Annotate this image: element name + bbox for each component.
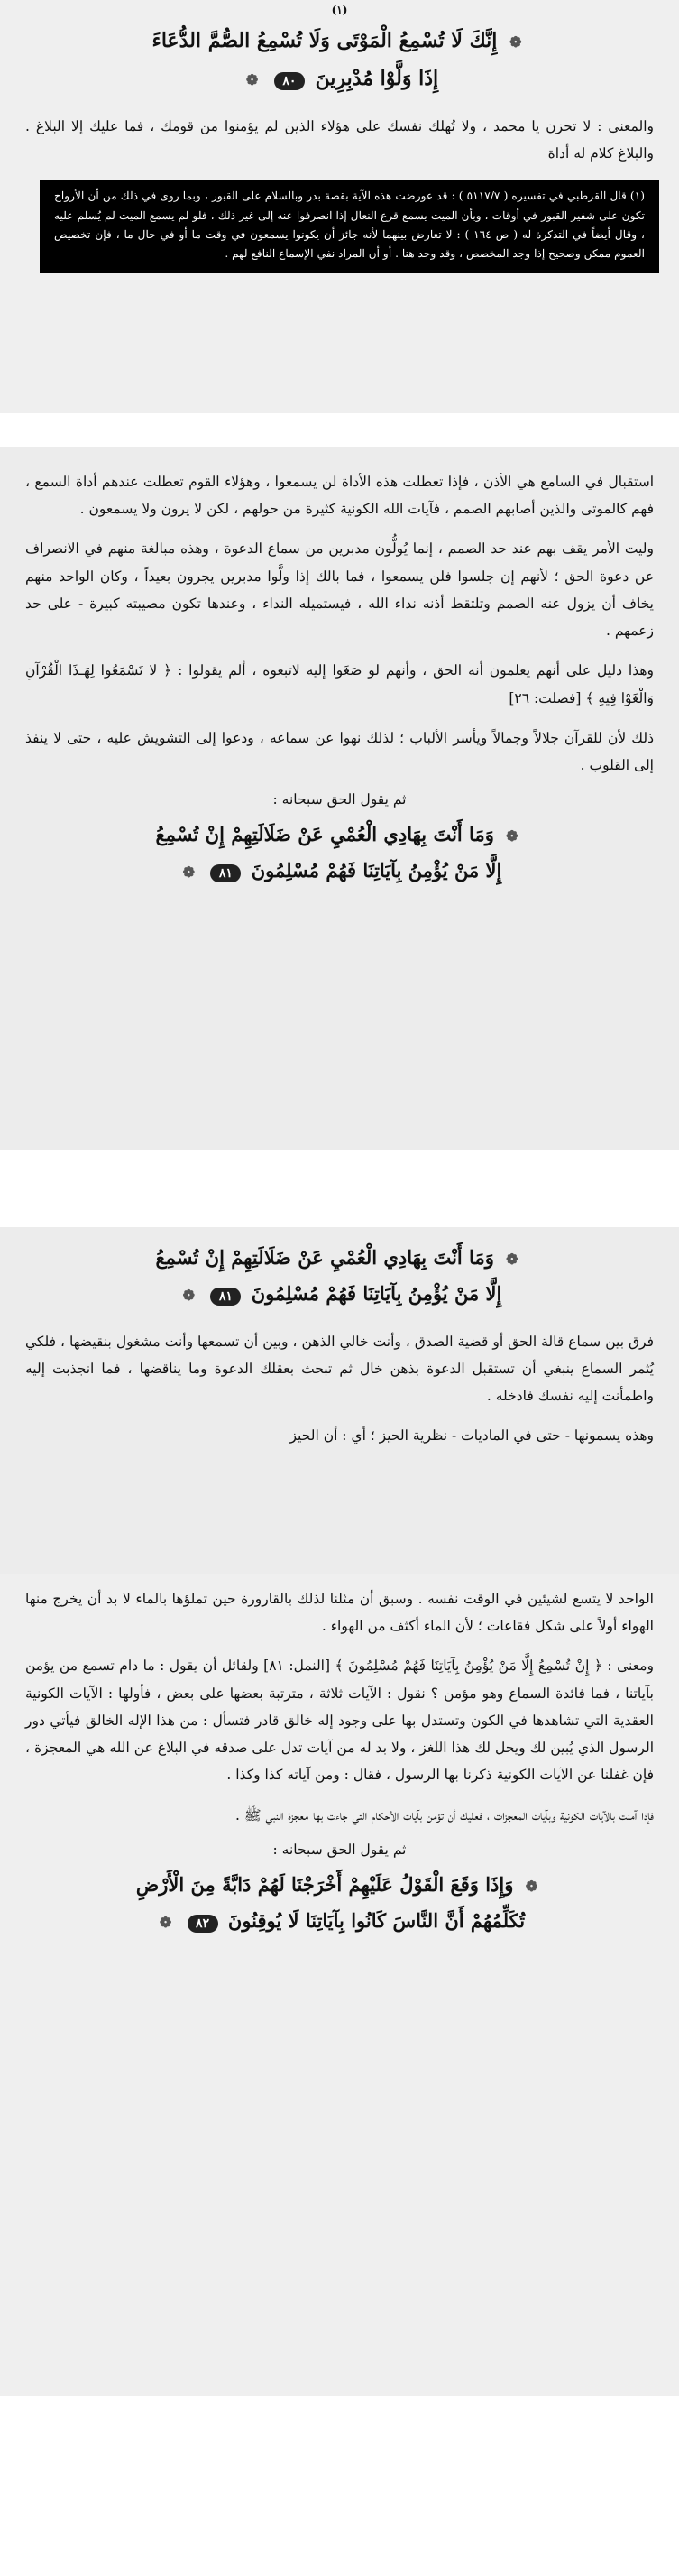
verse-line-2: إِذَا وَلَّوْا مُدْبِرِينَ [315, 67, 439, 91]
verse-line-2: إِلَّا مَنْ يُؤْمِنُ بِآيَاتِنَا فَهُمْ مُسْلِمُونَ [251, 1281, 502, 1305]
page-fragment-3 [0, 1227, 679, 1574]
verse-line-2: إِلَّا مَنْ يُؤْمِنُ بِآيَاتِنَا فَهُمْ مُسْلِمُونَ [251, 859, 502, 882]
ayah-number-badge: ٨٠ [274, 72, 305, 90]
footnote-box: (١) قال القرطبي في تفسيره ( ٥١١٧/٧ ) : قد عورضت هذه الآية بقصة بدر وبالسلام على القبور ، وبما روى في ذلك من أن الأرواح تكون على شفير القبور في أوقات ، وبأن الميت يسمع قرع النعال إذا انصرفوا عنه إلى غير ذلك ، فلو لم يسمع الميت لم يُسلم عليه ، وقال أيضاً في التذكرة له ( ص ١٦٤ ) : لا تعارض بينهما لأنه جائز أن يكونوا يسمعون في وقت ما أو في حال ما ، فإن تخصيص العموم ممكن وصحيح إذا وجد المخصص ، وقد وجد هنا . أو أن المراد نفي الإسماع النافع لهم . [40, 180, 659, 272]
ornament-icon: ❁ [506, 827, 518, 845]
quran-verse-81 [0, 817, 679, 889]
verse-line-1: إِنَّكَ لَا تُسْمِعُ الْمَوْتَى وَلَا تُسْمِعُ الصُّمَّ الدُّعَاءَ [151, 29, 498, 53]
ayah-number-badge: ٨٢ [188, 1915, 218, 1933]
verse-intro: ثم يقول الحق سبحانه : [272, 791, 407, 808]
ornament-icon: ❁ [506, 1251, 518, 1268]
ornament-icon: ❁ [182, 863, 196, 882]
paragraph-3: فإذا آمنت بالآيات الكونية وبآيات المعجزات ، فعليك أن تؤمن بآيات الأحكام التي جاءت بها معجزة النبي ﷺ . [234, 1806, 654, 1824]
paragraph-2: وليت الأمر يقف بهم عند حد الصمم ، إنما يُولُّون مدبرين من سماع الدعوة ، وهذه مبالغة منهم في الانصراف عن دعوة الحق ؛ لأنهم إن جلسوا فلن يسمعوا ، فما بالك إذا ولَّوا مدبرين يجرون بعيداً ، وكان الواحد منهم يخاف أن يزول عنه الصمم وتلتقط أذنه نداء الله ، فيستميله النداء ، وعندها تكون مصيبته كبيرة - على حد زعمهم . [25, 540, 654, 640]
explanation-paragraph: والمعنى : لا تحزن يا محمد ، ولا تُهلك نفسك على هؤلاء الذين لم يؤمنوا من قومك ، فما عليك إلا البلاغ . والبلاغ كلام له أداة [25, 117, 654, 162]
ornament-icon: ❁ [525, 1877, 538, 1895]
paragraph-2: ومعنى : ﴿ إِنْ تُسْمِعُ إِلَّا مَنْ يُؤْمِنُ بِآيَاتِنَا فَهُمْ مُسْلِمُونَ ﴾ [النمل: ٨١] ولقائل أن يقول : ما دام تسمع من يؤمن بآياتنا ، فما فائدة السماع وهو مؤمن ؟ نقول : الآيات ثلاثة ، مترتبة بعضها على بعض ، فأولها : الآيات الكونية العقدية التي تشاهدها في الكون وتستدل بها على وجود إله خالق قادر فتسأل : من هذا الإله الخالق فيأتي دور الرسول الذي يُبين لك ويحل لك هذا اللغز ، ولا بد له من آيات تدل على صدقه في البلاغ عن الله هي المعجزة ، فإن غفلنا عن الآيات الكونية ذكرنا بها الرسول ، فقال : ومن آياته كذا وكذا . [25, 1657, 654, 1784]
paragraph-3: وهذا دليل على أنهم يعلمون أنه الحق ، وأنهم لو صَغَوا إليه لاتبعوه ، ألم يقولوا : ﴿ لا تَسْمَعُوا لِهَـذَا الْقُرْآنِ وَالْغَوْا فِيهِ ﴾ [فصلت: ٢٦] [25, 662, 654, 706]
verse-intro: ثم يقول الحق سبحانه : [272, 1841, 407, 1858]
ayah-number-badge: ٨١ [210, 864, 241, 882]
page-fragment-4 [0, 1574, 679, 2396]
page-fragment-1 [0, 0, 679, 413]
ornament-icon: ❁ [182, 1286, 196, 1304]
verse-line-1: وَإِذَا وَقَعَ الْقَوْلُ عَلَيْهِمْ أَخْرَجْنَا لَهُمْ دَابَّةً مِنَ الْأَرْضِ [135, 1872, 514, 1896]
quran-verse-82 [0, 1867, 679, 1939]
ornament-icon: ❁ [509, 33, 522, 51]
paragraph-1: الواحد لا يتسع لشيئين في الوقت نفسه . وسبق أن مثلنا لذلك بالقارورة حين تملؤها بالماء لا بد أن يخرج منها الهواء أولاً على شكل فقاعات ؛ لأن الماء أكثف من الهواء . [25, 1591, 654, 1635]
paragraph-4: ذلك لأن للقرآن جلالاً وجمالاً ويأسر الألباب ؛ لذلك نهوا عن سماعه ، ودعوا إلى التشويش عليه ، حتى لا ينفذ إلى القلوب . [25, 729, 654, 773]
verse-line-1: وَمَا أَنْتَ بِهَادِي الْعُمْيِ عَنْ ضَلَالَتِهِمْ إِنْ تُسْمِعُ [155, 1246, 494, 1269]
verse-line-2: تُكَلِّمُهُمْ أَنَّ النَّاسَ كَانُوا بِآيَاتِنَا لَا يُوقِنُونَ [227, 1908, 526, 1932]
ornament-icon: ❁ [245, 71, 259, 89]
paragraph-1: استقبال في السامع هي الأذن ، فإذا تعطلت هذه الأداة لن يسمعوا ، وهؤلاء القوم تعطلت عندهم أداة السمع ، فهم كالموتى والذين أصابهم الصمم ، فآيات الله الكونية كثيرة من حولهم ، لكن لا يرون ولا يسمعون . [25, 474, 654, 518]
footnote-marker: (١) [331, 4, 348, 16]
verse-line-1: وَمَا أَنْتَ بِهَادِي الْعُمْيِ عَنْ ضَلَالَتِهِمْ إِنْ تُسْمِعُ [155, 823, 494, 846]
quran-verse-81-repeat [0, 1240, 679, 1312]
ayah-number-badge: ٨١ [210, 1288, 241, 1306]
ornament-icon: ❁ [159, 1913, 172, 1931]
quran-verse-80 [0, 23, 679, 98]
page-fragment-2 [0, 447, 679, 1150]
paragraph-2: وهذه يسمونها - حتى في الماديات - نظرية الحيز ؛ أي : أن الحيز [289, 1427, 654, 1445]
paragraph-1: فرق بين سماع قالة الحق أو قضية الصدق ، وأنت خالي الذهن ، وبين أن تسمعها وأنت مشغول بنقيضها ، فلكي يُثمر السماع ينبغي أن تستقبل الدعوة بذهن خال ثم تبحث بعقلك الدعوة وما يناقضها ، فما انجذبت إليه واطمأنت إليه نفسك فادخله . [25, 1333, 654, 1405]
